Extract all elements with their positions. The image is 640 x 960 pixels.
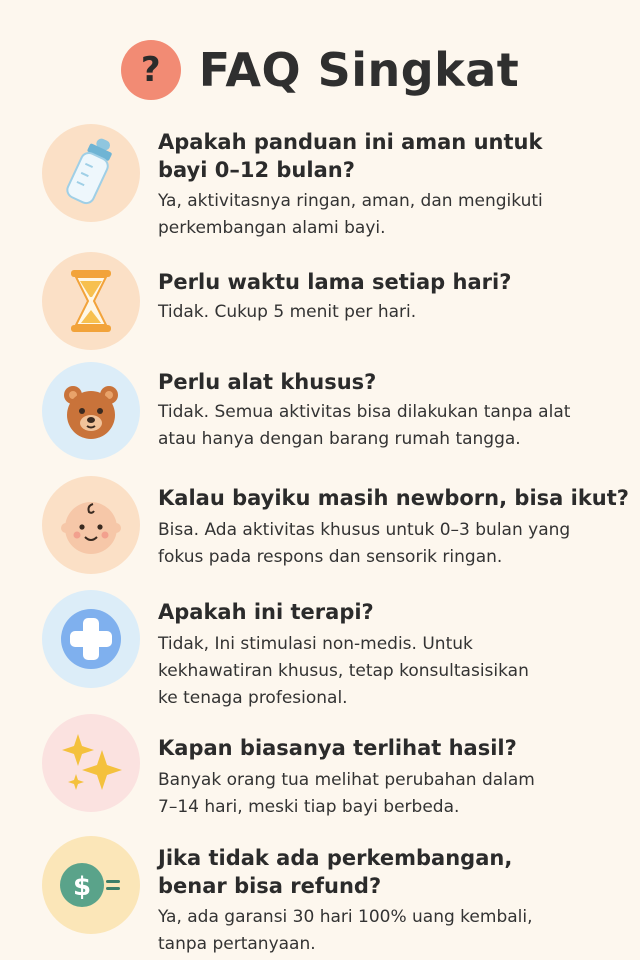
faq-answer-line: Bisa. Ada aktivitas khusus untuk 0–3 bulan yang — [158, 520, 571, 540]
faq-question-line: benar bisa refund? — [158, 874, 382, 898]
faq-answer — [158, 767, 628, 821]
faq-question-line: bayi 0–12 bulan? — [158, 158, 355, 182]
faq-answer — [158, 188, 628, 242]
faq-answer-line: 7–14 hari, meski tiap bayi berbeda. — [158, 797, 460, 817]
faq-answer-line: Ya, ada garansi 30 hari 100% uang kembali, — [158, 907, 533, 927]
faq-answer — [158, 631, 628, 712]
faq-question-line: Apakah ini terapi? — [158, 600, 374, 624]
sparkles-icon — [56, 728, 126, 798]
faq-question-line: Perlu alat khusus? — [158, 370, 377, 394]
faq-question-line: Kalau bayiku masih newborn, bisa ikut? — [158, 486, 629, 510]
faq-answer-line: ke tenaga profesional. — [158, 688, 348, 708]
icon-circle — [42, 590, 140, 688]
teddy-bear-icon — [59, 379, 123, 443]
faq-question — [158, 734, 628, 762]
baby-bottle-icon — [56, 133, 126, 213]
faq-question — [158, 844, 628, 900]
faq-answer-line: kekhawatiran khusus, tetap konsultasisikan — [158, 661, 529, 681]
faq-answer-line: Tidak. Cukup 5 menit per hari. — [158, 302, 417, 322]
faq-question — [158, 598, 628, 626]
faq-question-line: Perlu waktu lama setiap hari? — [158, 270, 512, 294]
page-title: FAQ Singkat — [198, 43, 520, 97]
page-header — [0, 38, 640, 102]
question-mark-icon: ? — [121, 40, 181, 100]
faq-answer-line: atau hanya dengan barang rumah tangga. — [158, 429, 521, 449]
icon-circle — [42, 362, 140, 460]
faq-question-line: Kapan biasanya terlihat hasil? — [158, 736, 517, 760]
icon-circle — [42, 252, 140, 350]
faq-answer-line: Banyak orang tua melihat perubahan dalam — [158, 770, 535, 790]
faq-answer — [158, 399, 628, 453]
icon-circle — [42, 836, 140, 934]
faq-question-line: Jika tidak ada perkembangan, — [158, 846, 513, 870]
faq-question — [158, 268, 628, 296]
faq-answer-line: Tidak, Ini stimulasi non-medis. Untuk — [158, 634, 473, 654]
medical-cross-icon — [56, 604, 126, 674]
faq-answer-line: Tidak. Semua aktivitas bisa dilakukan tanpa alat — [158, 402, 571, 422]
baby-face-icon — [56, 490, 126, 560]
faq-answer-line: Ya, aktivitasnya ringan, aman, dan mengikuti — [158, 191, 543, 211]
faq-question-line: Apakah panduan ini aman untuk — [158, 130, 543, 154]
faq-answer — [158, 904, 628, 958]
faq-question — [158, 128, 628, 184]
money-refund-icon — [54, 855, 128, 915]
faq-question — [158, 368, 628, 396]
icon-circle — [42, 476, 140, 574]
faq-answer-line: perkembangan alami bayi. — [158, 218, 386, 238]
faq-answer — [158, 299, 628, 326]
icon-circle — [42, 714, 140, 812]
faq-question — [158, 484, 628, 512]
svg-text:$: $ — [72, 872, 92, 902]
hourglass-icon — [61, 266, 121, 336]
faq-answer-line: fokus pada respons dan sensorik ringan. — [158, 547, 503, 567]
icon-circle — [42, 124, 140, 222]
faq-answer-line: tanpa pertanyaan. — [158, 934, 316, 954]
faq-answer — [158, 517, 628, 571]
